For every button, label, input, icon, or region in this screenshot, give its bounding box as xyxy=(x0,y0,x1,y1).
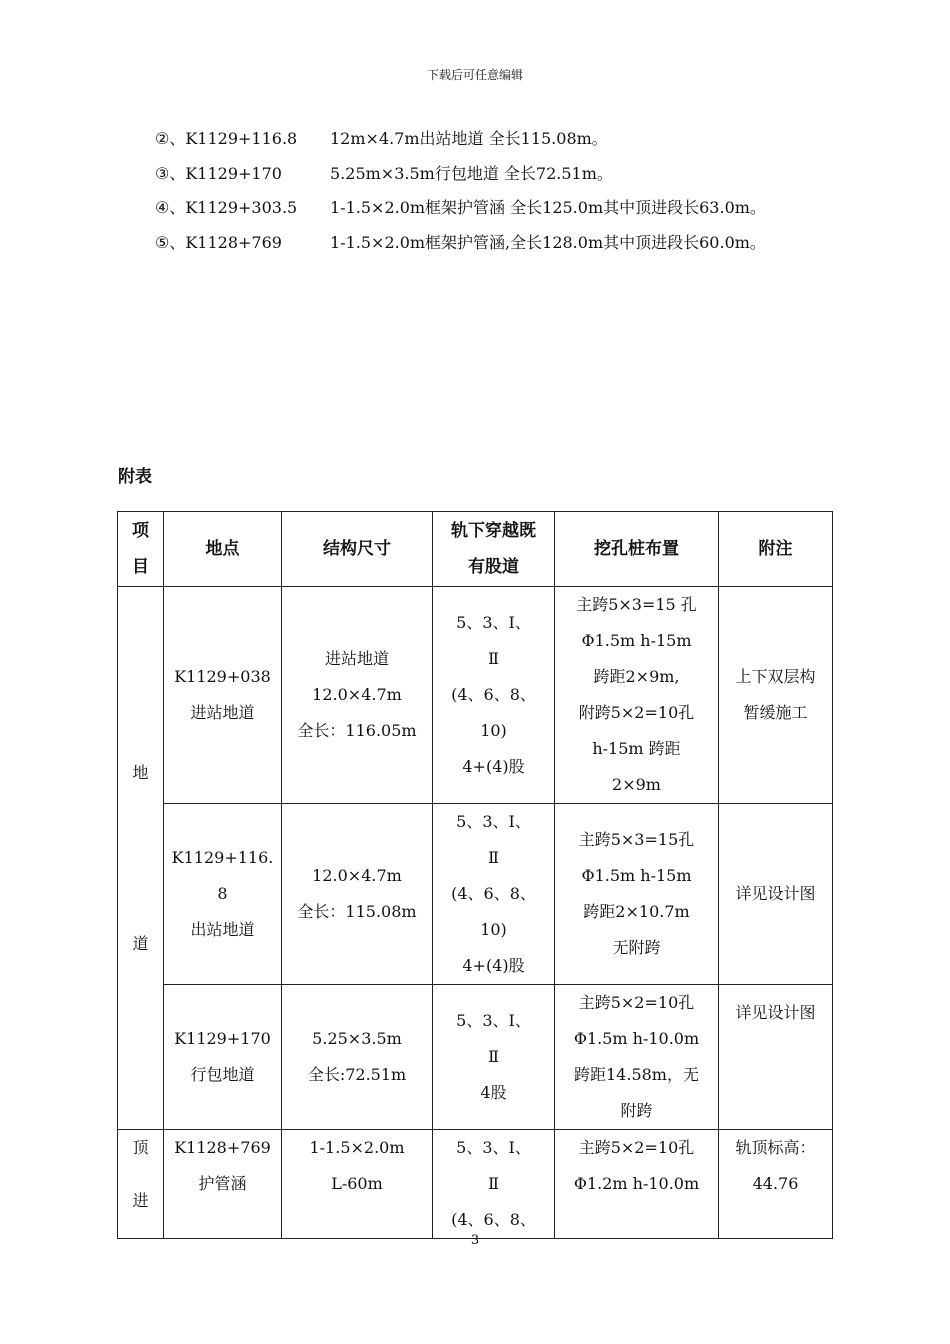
cell-structure: 1-1.5×2.0m L-60m xyxy=(282,1130,433,1239)
cell-tracks: 5、3、Ⅰ、 Ⅱ (4、6、8、 xyxy=(433,1130,555,1239)
table-row xyxy=(118,985,833,1130)
cell-notes: 详见设计图 xyxy=(719,985,833,1130)
station-line xyxy=(155,161,766,196)
page-number: 3 xyxy=(470,1233,480,1248)
station-desc: 1-1.5×2.0m框架护管涵 全长125.0m其中顶进段长63.0m。 xyxy=(330,198,766,217)
appendix-title: 附表 xyxy=(118,467,152,487)
cell-piles: 主跨5×2=10孔 Φ1.2m h-10.0m xyxy=(555,1130,719,1239)
cell-piles: 主跨5×3=15孔 Φ1.5m h-15m 跨距2×10.7m 无附跨 xyxy=(555,804,719,985)
station-line xyxy=(155,195,766,230)
station-id: ③、K1129+170 xyxy=(155,163,282,183)
cell-tracks: 5、3、Ⅰ、 Ⅱ (4、6、8、 10) 4+(4)股 xyxy=(433,587,555,804)
header-notes: 附注 xyxy=(719,512,833,587)
header-piles: 挖孔桩布置 xyxy=(555,512,719,587)
cell-structure: 5.25×3.5m 全长:72.51m xyxy=(282,985,433,1130)
station-line xyxy=(155,230,766,265)
cell-notes: 轨顶标高： 44.76 xyxy=(719,1130,833,1239)
page-header: 下载后可任意编辑 xyxy=(426,68,523,82)
table-row xyxy=(118,1130,833,1239)
group-label-underpass: 地 道 xyxy=(118,587,164,1130)
group-label-jacking: 顶 进 xyxy=(118,1130,164,1239)
cell-location: K1129+116. 8 出站地道 xyxy=(164,804,282,985)
cell-location: K1129+038 进站地道 xyxy=(164,587,282,804)
table-header-row xyxy=(118,512,833,587)
cell-structure: 12.0×4.7m 全长：115.08m xyxy=(282,804,433,985)
cell-structure: 进站地道 12.0×4.7m 全长：116.05m xyxy=(282,587,433,804)
cell-tracks: 5、3、Ⅰ、 Ⅱ (4、6、8、 10) 4+(4)股 xyxy=(433,804,555,985)
cell-piles: 主跨5×2=10孔 Φ1.5m h-10.0m 跨距14.58m，无 附跨 xyxy=(555,985,719,1130)
table-row xyxy=(118,587,833,804)
station-line xyxy=(155,126,766,161)
cell-location: K1129+170 行包地道 xyxy=(164,985,282,1130)
appendix-table xyxy=(117,511,833,1239)
station-desc: 12m×4.7m出站地道 全长115.08m。 xyxy=(330,129,608,148)
station-desc: 1-1.5×2.0m框架护管涵,全长128.0m其中顶进段长60.0m。 xyxy=(330,232,766,252)
header-item: 项 目 xyxy=(118,512,164,587)
station-id: ④、K1129+303.5 xyxy=(155,198,298,217)
cell-piles: 主跨5×3=15 孔 Φ1.5m h-15m 跨距2×9m, 附跨5×2=10孔 h-15m 跨距 2×9m xyxy=(555,587,719,804)
table-row xyxy=(118,804,833,985)
station-id: ⑤、K1128+769 xyxy=(155,232,282,252)
header-location: 地点 xyxy=(164,512,282,587)
station-list xyxy=(155,126,766,264)
station-desc: 5.25m×3.5m行包地道 全长72.51m。 xyxy=(330,163,613,183)
station-id: ②、K1129+116.8 xyxy=(155,129,298,148)
header-structure: 结构尺寸 xyxy=(282,512,433,587)
cell-location: K1128+769 护管涵 xyxy=(164,1130,282,1239)
cell-notes: 上下双层构 暂缓施工 xyxy=(719,587,833,804)
cell-notes: 详见设计图 xyxy=(719,804,833,985)
cell-tracks: 5、3、Ⅰ、 Ⅱ 4股 xyxy=(433,985,555,1130)
header-tracks: 轨下穿越既 有股道 xyxy=(433,512,555,587)
